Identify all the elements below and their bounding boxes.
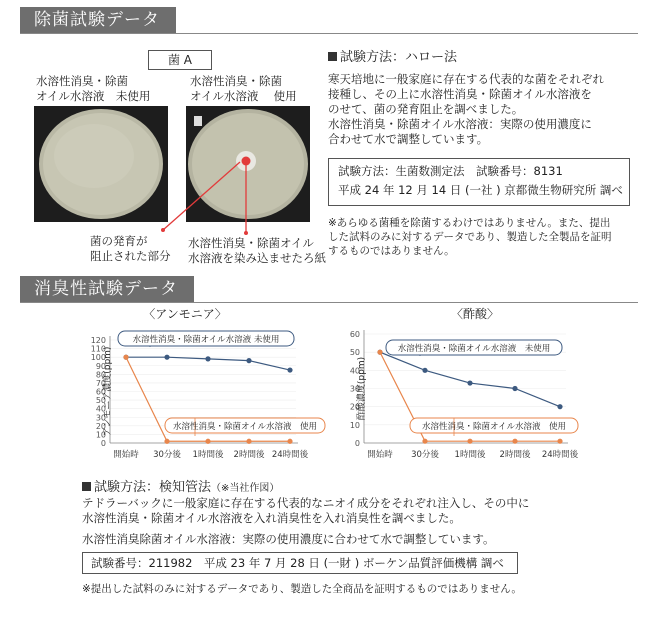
bacteria-label: 菌 A bbox=[148, 50, 212, 70]
legend-label: 水溶性消臭・除菌オイル水溶液 未使用 bbox=[132, 335, 280, 345]
halo-method-body: 寒天培地に一般家庭に存在する代表的な菌をそれぞれ 接種し、その上に水溶性消臭・除菌オイル水溶液を のせて、菌の発育阻止を調べました。 水溶性消臭・除菌オイル水溶液：実際の使用濃度に 合わせて水で調整しています。 bbox=[328, 72, 604, 146]
petri-right-caption: 水溶性消臭・除菌 オイル水溶液 使用 bbox=[190, 74, 297, 103]
antibacterial-section-title: 除菌試験データ bbox=[20, 7, 176, 33]
y-tick-label: 0 bbox=[100, 439, 106, 448]
data-point bbox=[467, 380, 472, 385]
y-axis-label: 酢酸濃度(ppm) bbox=[357, 356, 367, 421]
data-point bbox=[123, 355, 128, 360]
y-tick-label: 10 bbox=[95, 430, 106, 440]
legend-label: 水溶性消臭・除菌オイル水溶液 未使用 bbox=[397, 344, 551, 354]
data-point bbox=[557, 404, 562, 409]
y-tick-label: 40 bbox=[349, 366, 360, 376]
filter-paper-note: 水溶性消臭・除菌オイル 水溶液を染み込ませたろ紙 bbox=[188, 236, 326, 265]
y-tick-label: 20 bbox=[349, 402, 360, 412]
data-point bbox=[205, 439, 210, 444]
legend-label: 水溶性消臭・除菌オイル水溶液 使用 bbox=[421, 422, 567, 432]
x-tick-label: 30分後 bbox=[411, 450, 439, 460]
y-tick-label: 30 bbox=[349, 384, 360, 394]
detector-method-heading: 試験方法：検知管法（※当社作図） bbox=[82, 476, 279, 495]
x-tick-label: 24時間後 bbox=[541, 450, 579, 460]
y-tick-label: 90 bbox=[95, 361, 106, 371]
data-point bbox=[467, 439, 472, 444]
y-tick-label: 40 bbox=[95, 404, 106, 414]
data-point bbox=[164, 439, 169, 444]
y-tick-label: 60 bbox=[95, 387, 106, 397]
data-point bbox=[205, 356, 210, 361]
inhibited-area-note: 菌の発育が 阻止された部分 bbox=[90, 234, 171, 263]
detector-disclaimer: ※提出した試料のみに対するデータであり、製造した全商品を証明するものではありません。 bbox=[82, 583, 522, 595]
x-tick-label: 開始時 bbox=[113, 450, 139, 460]
y-tick-label: 30 bbox=[95, 413, 106, 423]
y-tick-label: 120 bbox=[90, 336, 106, 345]
y-tick-label: 0 bbox=[354, 439, 360, 448]
charts-area bbox=[0, 300, 650, 475]
data-point bbox=[287, 367, 292, 372]
halo-disclaimer: ※あらゆる菌種を除菌するわけではありません。また、提出 した試料のみに対するデータであり、製造した全製品を証明 するものではありません。 bbox=[328, 217, 612, 257]
y-tick-label: 20 bbox=[95, 421, 106, 431]
detector-test-info-box: 試験番号：211982 平成 23 年 7 月 28 日 (一財 ) ボーケン品質評価機構 調べ bbox=[82, 552, 518, 574]
data-point bbox=[512, 386, 517, 391]
legend-label: 水溶性消臭・除菌オイル水溶液 使用 bbox=[172, 422, 318, 432]
y-tick-label: 80 bbox=[95, 370, 106, 380]
y-tick-label: 110 bbox=[90, 344, 106, 354]
data-point bbox=[287, 439, 292, 444]
data-point bbox=[246, 439, 251, 444]
data-point bbox=[422, 368, 427, 373]
x-tick-label: 24時間後 bbox=[271, 450, 309, 460]
detector-method-body: テドラーバックに一般家庭に存在する代表的なニオイ成分をそれぞれ注入し、その中に 水溶性消臭・除菌オイル水溶液を入れ消臭性を入れ消臭性を調べました。 水溶性消臭除菌オイル水溶液：実際の使用濃度に合わせて水で調整しています。 bbox=[82, 496, 530, 546]
halo-test-info-box: 試験方法：生菌数測定法 試験番号：8131 平成 24 年 12 月 14 日 (一社 ) 京都微生物研究所 調べ bbox=[328, 158, 630, 206]
data-point bbox=[164, 355, 169, 360]
y-tick-label: 50 bbox=[95, 396, 106, 406]
x-tick-label: 1時間後 bbox=[454, 450, 486, 460]
y-tick-label: 100 bbox=[90, 353, 106, 363]
y-tick-label: 50 bbox=[349, 348, 360, 358]
data-point bbox=[422, 439, 427, 444]
chart-title: 〈酢酸〉 bbox=[450, 307, 500, 321]
data-point bbox=[557, 439, 562, 444]
halo-method-heading: 試験方法：ハロー法 bbox=[328, 46, 457, 65]
y-tick-label: 60 bbox=[349, 330, 360, 339]
x-tick-label: 1時間後 bbox=[192, 450, 224, 460]
data-point bbox=[246, 358, 251, 363]
x-tick-label: 30分後 bbox=[153, 450, 181, 460]
y-axis-label: アンモニア濃度(ppm) bbox=[103, 346, 113, 437]
y-tick-label: 10 bbox=[349, 420, 360, 430]
chart-title: 〈アンモニア〉 bbox=[143, 307, 227, 321]
data-point bbox=[512, 439, 517, 444]
petri-left-caption: 水溶性消臭・除菌 オイル水溶液 未使用 bbox=[36, 74, 151, 103]
x-tick-label: 2時間後 bbox=[233, 450, 265, 460]
x-tick-label: 開始時 bbox=[367, 450, 393, 460]
x-tick-label: 2時間後 bbox=[499, 450, 531, 460]
data-point bbox=[377, 350, 382, 355]
deodorant-section-title: 消臭性試験データ bbox=[20, 276, 194, 302]
series-line bbox=[380, 352, 560, 407]
y-tick-label: 70 bbox=[95, 378, 106, 388]
